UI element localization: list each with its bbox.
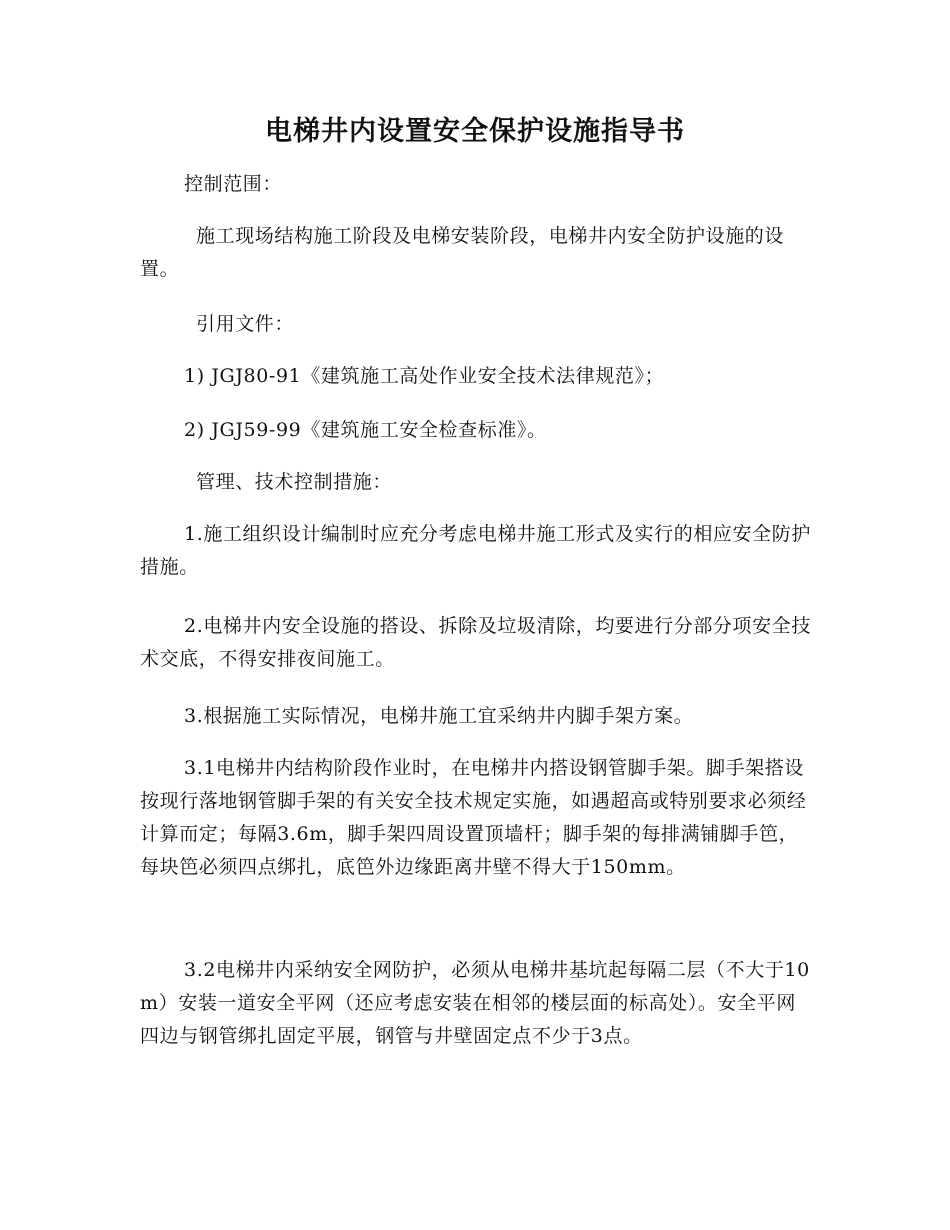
- measure-item: 3.1电梯井内结构阶段作业时，在电梯井内搭设钢管脚手架。脚手架搭设按现行落地钢管脚手架的有关安全技术规定实施，如遇超高或特别要求必须经计算而定；每隔3.6m，脚手架四周设置顶墙杆；脚手架的每排满铺脚手笆，每块笆必须四点绑扎，底笆外边缘距离井壁不得大于150mm。: [140, 757, 807, 878]
- measure-item: 2.电梯井内安全设施的搭设、拆除及垃圾清除，均要进行分部分项安全技术交底，不得安排夜间施工。: [140, 615, 811, 670]
- measures-heading: 管理、技术控制措施：: [196, 471, 393, 493]
- measure-item: 1.施工组织设计编制时应充分考虑电梯井施工形式及实行的相应安全防护措施。: [140, 523, 811, 578]
- references-heading: 引用文件：: [196, 313, 295, 335]
- reference-item: 2) JGJ59-99《建筑施工安全检查标准》。: [184, 419, 547, 441]
- measure-item: 3.根据施工实际情况，电梯井施工宜采纳井内脚手架方案。: [184, 705, 694, 727]
- scope-body: 施工现场结构施工阶段及电梯安装阶段，电梯井内安全防护设施的设置。: [140, 225, 785, 280]
- scope-heading: 控制范围：: [184, 173, 283, 195]
- measure-item: 3.2电梯井内采纳安全网防护，必须从电梯井基坑起每隔二层（不大于10m）安装一道安全平网（还应考虑安装在相邻的楼层面的标高处）。安全平网四边与钢管绑扎固定平展，钢管与井壁固定点不少于3点。: [140, 959, 810, 1047]
- document-title: 电梯井内设置安全保护设施指导书: [265, 116, 685, 147]
- reference-item: 1) JGJ80-91《建筑施工高处作业安全技术法律规范》；: [184, 365, 665, 387]
